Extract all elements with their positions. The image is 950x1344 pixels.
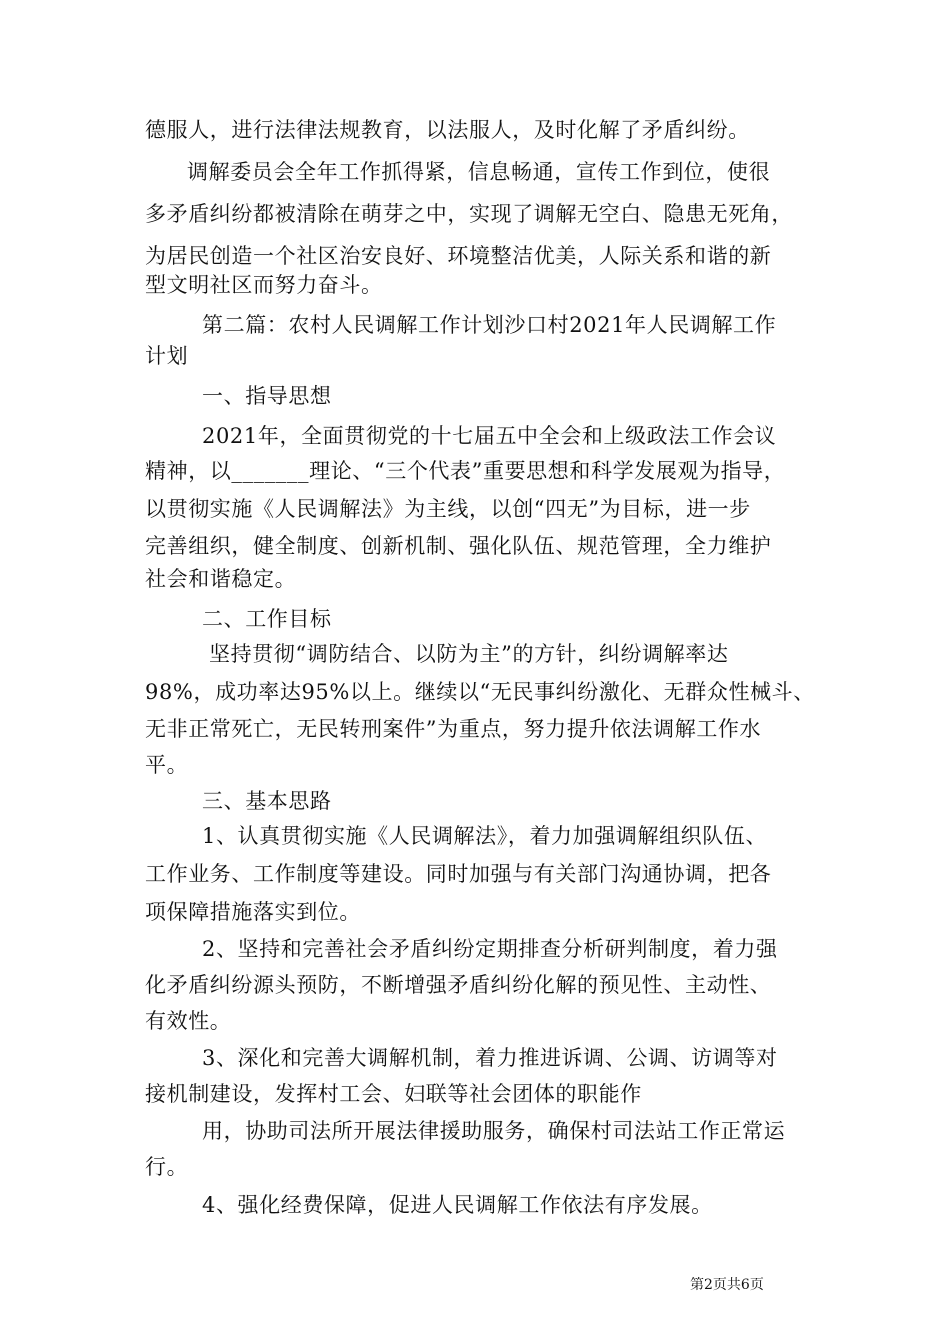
text-line-22: 项保障措施落实到位。 xyxy=(145,900,361,924)
text-line-7: 计划 xyxy=(145,344,189,368)
text-line-2: 调解委员会全年工作抓得紧，信息畅通，宣传工作到位，使很 xyxy=(187,160,771,184)
text-line-20: 1、认真贯彻实施《人民调解法》，着力加强调解组织队伍、 xyxy=(202,824,768,848)
text-line-17: 无非正常死亡，无民转刑案件”为重点，努力提升依法调解工作水 xyxy=(145,717,762,741)
heading-basic-approach: 三、基本思路 xyxy=(202,789,332,813)
text-line-30: 4、强化经费保障，促进人民调解工作依法有序发展。 xyxy=(202,1193,713,1217)
text-line-1: 德服人，进行法律法规教育，以法服人，及时化解了矛盾纠纷。 xyxy=(145,118,750,142)
text-line-3: 多矛盾纠纷都被清除在萌芽之中，实现了调解无空白、隐患无死角， xyxy=(145,202,793,226)
text-line-9: 2021年，全面贯彻党的十七届五中全会和上级政法工作会议 xyxy=(202,424,777,448)
text-line-10: 精神，以_______理论、“三个代表”重要思想和科学发展观为指导， xyxy=(145,459,786,483)
text-line-15: 坚持贯彻“调防结合、以防为主”的方针，纠纷调解率达 xyxy=(209,642,729,666)
text-line-24: 化矛盾纠纷源头预防，不断增强矛盾纠纷化解的预见性、主动性、 xyxy=(145,973,772,997)
heading-work-goals: 二、工作目标 xyxy=(202,607,332,631)
heading-guiding-ideology: 一、指导思想 xyxy=(202,384,332,408)
text-line-13: 社会和谐稳定。 xyxy=(145,567,297,591)
text-line-4: 为居民创造一个社区治安良好、环境整洁优美，人际关系和谐的新 xyxy=(145,244,772,268)
text-line-26: 3、深化和完善大调解机制，着力推进诉调、公调、访调等对 xyxy=(202,1046,778,1070)
text-line-29: 行。 xyxy=(145,1155,189,1179)
text-line-12: 完善组织，健全制度、创新机制、强化队伍、规范管理，全力维护 xyxy=(145,534,772,558)
page-number: 第2页共6页 xyxy=(690,1277,764,1293)
text-line-18: 平。 xyxy=(145,753,189,777)
text-line-21: 工作业务、工作制度等建设。同时加强与有关部门沟通协调，把各 xyxy=(145,862,772,886)
text-line-23: 2、坚持和完善社会矛盾纠纷定期排查分析研判制度，着力强 xyxy=(202,937,778,961)
text-line-16: 98%，成功率达95%以上。继续以“无民事纠纷激化、无群众性械斗、 xyxy=(145,680,815,704)
text-line-27: 接机制建设，发挥村工会、妇联等社会团体的职能作 xyxy=(145,1082,642,1106)
text-line-25: 有效性。 xyxy=(145,1009,232,1033)
text-line-28: 用，协助司法所开展法律援助服务，确保村司法站工作正常运 xyxy=(202,1119,786,1143)
text-line-5: 型文明社区而努力奋斗。 xyxy=(145,273,383,297)
text-line-11: 以贯彻实施《人民调解法》为主线，以创“四无”为目标，进一步 xyxy=(145,497,751,521)
section-heading-part2: 第二篇：农村人民调解工作计划沙口村2021年人民调解工作 xyxy=(202,313,777,337)
